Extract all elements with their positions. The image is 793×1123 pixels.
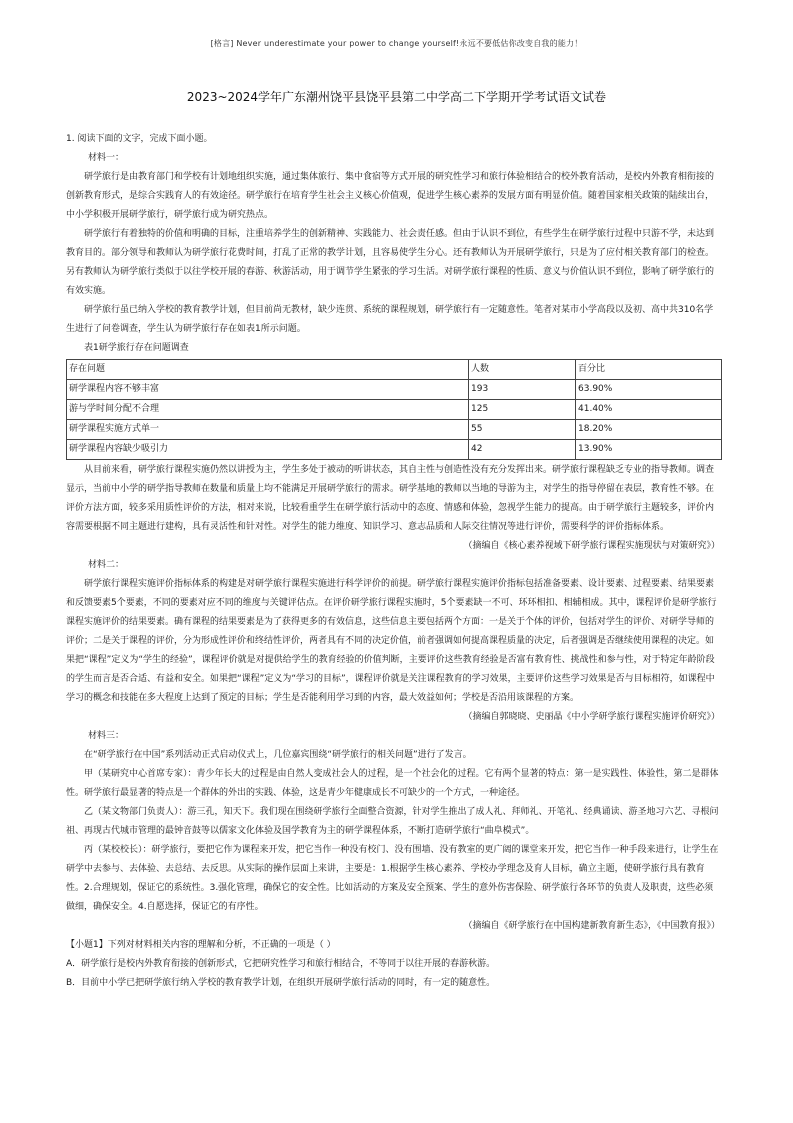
table-row — [67, 420, 722, 440]
table-cell: 55 — [469, 420, 576, 440]
material3-label: 材料三： — [88, 731, 125, 741]
document-body — [66, 130, 722, 993]
material2-paragraph: 研学旅行课程实施评价指标体系的构建是对研学旅行课程实施进行科学评价的前提。研学旅行课程实施评价指标包括准备要素、设计要素、过程要素、结果要素和反馈要素5个要素，不同的要素对应不同的维度与关键评估点。在评价研学旅行课程实施时，5个要素缺一不可、环环相扣、相辅相成。其中，课程评价是研学旅行课程实施评价的结果要素。确有课程的结果要素是为了获得更多的有效信息，这些信息主要包括两个方面：一是关于个体的评价，包括对学生的评价、对研学导师的评价；二是关于课程的评价，分为形成性评价和终结性评价，两者具有不同的决定价值，前者强调如何提高课程质量的决定，后者强调是否继续使用课程的决定。如果把“课程”定义为“学生的经验”，课程评价就是对提供给学生的教育经验的价值判断，主要评价这些教育经验是否富有教育性、挑战性和参与性，对于特定年龄阶段的学生而言是否合适、有益和安全。如果把“课程”定义为“学习的目标”，课程评价就是关注课程教育的学习效果，主要评价这些学习效果是否与目标相符，如课程中学习的概念和技能在多大程度上达到了预定的目标；学生是否能利用学习到的内容，最大效益如何；学校是否沿用该课程的方案。 — [66, 579, 717, 703]
question-intro: 1. 阅读下面的文字，完成下面小题。 — [66, 134, 213, 144]
table-row — [67, 380, 722, 400]
table-header-cell: 人数 — [469, 360, 576, 380]
material1-paragraph: 研学旅行是由教育部门和学校有计划地组织实施，通过集体旅行、集中食宿等方式开展的研究性学习和旅行体验相结合的校外教育活动，是校内外教育相衔接的创新教育形式，是综合实践育人的有效途径。研学旅行在培育学生社会主义核心价值观，促进学生核心素养的发展方面有明显价值。随着国家相关政策的陆续出台，中小学积极开展研学旅行，研学旅行成为研究热点。 — [66, 172, 715, 220]
table-row — [67, 440, 722, 460]
table-cell: 63.90% — [576, 380, 722, 400]
material3-source: （摘编自《研学旅行在中国构建新教育新生态》，《中国教育报》） — [463, 921, 720, 931]
table-cell: 41.40% — [576, 400, 722, 420]
question1-option-a: A．研学旅行是校内外教育衔接的创新形式，它把研究性学习和旅行相结合，不等同于以往开展的春游秋游。 — [66, 959, 496, 969]
material1-label: 材料一： — [88, 153, 125, 163]
material1-paragraph: 从目前来看，研学旅行课程实施仍然以讲授为主，学生多处于被动的听讲状态，其自主性与创造性没有充分发挥出来。研学旅行课程缺乏专业的指导教师。调查显示，当前中小学的研学指导教师在数量和质量上均不能满足开展研学旅行的需求。研学基地的教师以当地的导游为主，对学生的指导停留在表层，教育性不够。在评价方法方面，较多采用质性评价的方法，相对来说，比较看重学生在研学旅行活动中的态度、情感和体验，忽视学生能力的提高。由于研学旅行主题较多，评价内容需要根据不同主题进行建构，具有灵活性和针对性。对学生的能力维度、知识学习、意志品质和人际交往情况等进行评价，需要科学的评价指标体系。 — [66, 465, 715, 532]
material1-source: （摘编自《核心素养视域下研学旅行课程实施现状与对策研究》） — [463, 541, 720, 551]
table-cell: 游与学时间分配不合理 — [67, 400, 469, 420]
question1-option-b: B．目前中小学已把研学旅行纳入学校的教育教学计划，在组织开展研学旅行活动的同时，有一定的随意性。 — [66, 978, 496, 988]
table-cell: 研学课程内容缺少吸引力 — [67, 440, 469, 460]
material3-paragraph: 乙（某文物部门负责人）：游三孔，知天下。我们现在围绕研学旅行全面整合资源，针对学生推出了成人礼、拜师礼、开笔礼、经典诵读、游圣地习六艺、寻根问祖、再现古代城市管理的最钟音鼓等以儒家文化体验及国学教育为主的研学课程体系，不断打造研学旅行“曲阜模式”。 — [66, 807, 719, 836]
question1-stem: 【小题1】下列对材料相关内容的理解和分析，不正确的一项是（ ） — [66, 940, 336, 950]
exam-title: 2023~2024学年广东潮州饶平县饶平县第二中学高二下学期开学考试语文试卷 — [186, 90, 607, 104]
table-cell: 125 — [469, 400, 576, 420]
table-cell: 研学课程实施方式单一 — [67, 420, 469, 440]
table-cell: 193 — [469, 380, 576, 400]
table-header-cell: 存在问题 — [67, 360, 469, 380]
header-motto: [格言] Never underestimate your power to change yourself!永远不要低估你改变自我的能力！ — [210, 39, 583, 48]
table-cell: 13.90% — [576, 440, 722, 460]
table-caption: 表1研学旅行存在问题调查 — [84, 343, 189, 353]
survey-table — [66, 359, 722, 460]
material3-paragraph: 丙（某校校长）：研学旅行，要把它作为课程来开发，把它当作一种没有校门、没有围墙、没有教室的更广阔的课堂来开发，把它当作一种手段来进行，让学生在研学中去参与、去体验、去总结、去反思。从实际的操作层面上来讲，主要是：1.根据学生核心素养、学校办学理念及育人目标，确立主题，使研学旅行具有教育性。2.合理规划，保证它的系统性。3.强化管理，确保它的安全性。比如活动的方案及安全预案、学生的意外伤害保险、研学旅行各环节的负责人及职责，这些必须做细，确保安全。4.自愿选择，保证它的有序性。 — [66, 845, 719, 912]
material3-paragraph: 甲（某研究中心首席专家）：青少年长大的过程是由自然人变成社会人的过程，是一个社会化的过程。它有两个显著的特点：第一是实践性、体验性，第二是群体性。研学旅行最显著的特点是一个群体的外出的实践、体验，这是青少年健康成长不可缺少的一个方式，一种途径。 — [66, 769, 719, 798]
material3-paragraph: 在“研学旅行在中国”系列活动正式启动仪式上，几位嘉宾围绕“研学旅行的相关问题”进行了发言。 — [84, 750, 472, 760]
table-header-cell: 百分比 — [576, 360, 722, 380]
table-cell: 18.20% — [576, 420, 722, 440]
material1-paragraph: 研学旅行虽已纳入学校的教育教学计划，但目前尚无教材，缺少连贯、系统的课程规划，研学旅行有一定随意性。笔者对某市小学高段以及初、高中共310名学生进行了问卷调查，学生认为研学旅行存在如表1所示问题。 — [66, 305, 714, 334]
table-cell: 42 — [469, 440, 576, 460]
material1-paragraph: 研学旅行有着独特的价值和明确的目标，注重培养学生的创新精神、实践能力、社会责任感。但由于认识不到位，有些学生在研学旅行过程中只游不学，未达到教育目的。部分领导和教师认为研学旅行花费时间，打乱了正常的教学计划，且容易使学生分心。还有教师认为开展研学旅行，只是为了应付相关教育部门的检查。另有教师认为研学旅行类似于以往学校开展的春游、秋游活动，用于调节学生紧张的学习生活。对研学旅行课程的性质、意义与价值认识不到位，影响了研学旅行的有效实施。 — [66, 229, 715, 296]
table-row — [67, 400, 722, 420]
table-header-row — [67, 360, 722, 380]
material2-source: （摘编自郭晓晓、史丽晶《中小学研学旅行课程实施评价研究》） — [463, 712, 720, 722]
material2-label: 材料二： — [88, 560, 125, 570]
table-cell: 研学课程内容不够丰富 — [67, 380, 469, 400]
